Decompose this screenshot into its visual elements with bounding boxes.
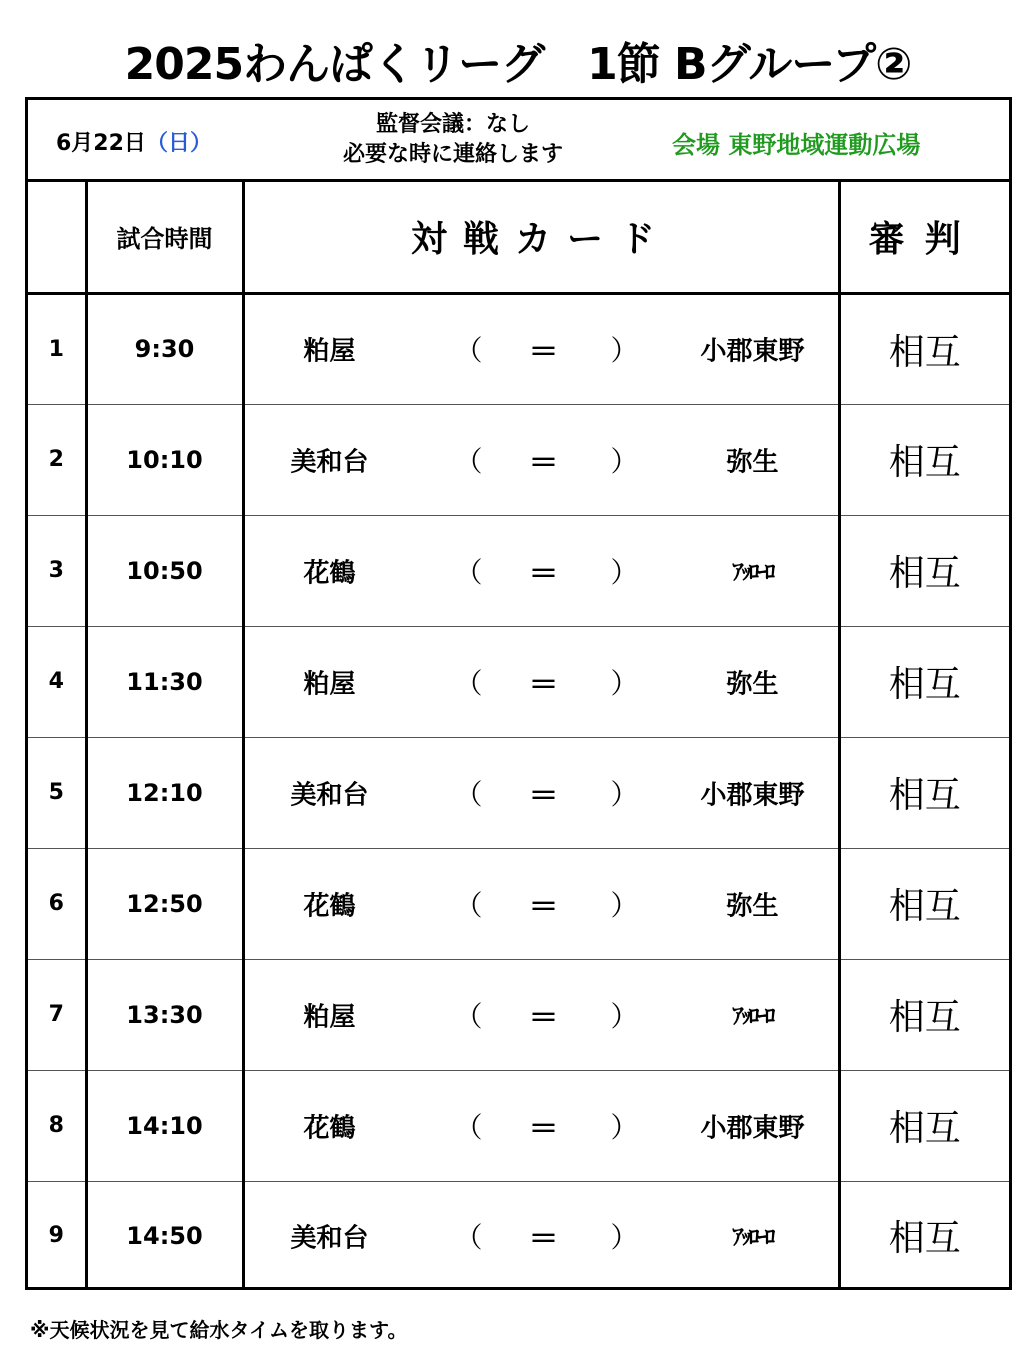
match-time: 10:50 <box>86 515 243 626</box>
header-referee: 審判 <box>839 182 1009 293</box>
away-team: 弥生 <box>726 447 779 477</box>
match-time: 9:30 <box>86 293 243 404</box>
match-number: 1 <box>28 293 86 404</box>
match-card-content <box>245 849 838 959</box>
away-team: ｱｯﾛｰﾛ <box>732 1004 773 1029</box>
away-team: ｱｯﾛｰﾛ <box>732 1225 773 1251</box>
away-team: 小郡東野 <box>700 1113 805 1143</box>
header-time: 試合時間 <box>86 182 243 293</box>
meeting-line-1: 監督会議：なし <box>375 112 530 137</box>
score-open-paren: （ <box>454 1220 483 1254</box>
match-time: 14:50 <box>86 1181 243 1290</box>
match-card-content <box>245 1071 838 1181</box>
referee: 相互 <box>839 848 1009 959</box>
day-of-week: （日） <box>145 131 212 156</box>
match-card <box>243 626 839 737</box>
score-open-paren: （ <box>454 555 483 589</box>
match-number: 3 <box>28 515 86 626</box>
match-card <box>243 1181 839 1290</box>
table-row <box>28 848 1009 959</box>
referee: 相互 <box>839 1181 1009 1290</box>
score-close-paren: ） <box>610 999 639 1033</box>
away-team: ｱｯﾛｰﾛ <box>732 560 773 585</box>
home-team: 花鶴 <box>303 891 356 921</box>
referee: 相互 <box>839 626 1009 737</box>
match-number: 2 <box>28 404 86 515</box>
away-team: 弥生 <box>726 891 779 921</box>
score-equals: ＝ <box>528 1111 559 1147</box>
match-card <box>243 848 839 959</box>
score-open-paren: （ <box>454 444 483 478</box>
meeting-note <box>298 110 608 170</box>
score-open-paren: （ <box>454 334 483 367</box>
match-card-content <box>245 627 838 737</box>
home-team: 花鶴 <box>303 558 356 588</box>
match-card <box>243 959 839 1070</box>
table-row <box>28 293 1009 404</box>
score-open-paren: （ <box>454 999 483 1033</box>
referee: 相互 <box>839 404 1009 515</box>
score-open-paren: （ <box>454 888 483 922</box>
score-equals: ＝ <box>528 335 559 370</box>
score-close-paren: ） <box>610 888 639 922</box>
match-card <box>243 737 839 848</box>
score-close-paren: ） <box>610 334 639 367</box>
match-card-content <box>245 516 838 626</box>
score-equals: ＝ <box>528 778 559 814</box>
match-card <box>243 404 839 515</box>
header-card: 対戦カード <box>243 182 839 293</box>
score-close-paren: ） <box>610 1220 639 1254</box>
match-number: 6 <box>28 848 86 959</box>
referee: 相互 <box>839 737 1009 848</box>
match-card <box>243 293 839 404</box>
home-team: 花鶴 <box>303 1113 356 1143</box>
score-equals: ＝ <box>528 556 559 592</box>
table-row <box>28 1181 1009 1290</box>
match-date <box>56 126 212 157</box>
score-equals: ＝ <box>528 667 559 703</box>
footnote: ※天候状況を見て給水タイムを取ります。 <box>30 1318 408 1342</box>
match-card <box>243 515 839 626</box>
score-close-paren: ） <box>610 1110 639 1144</box>
match-table <box>28 182 1009 1290</box>
header-no <box>28 182 86 293</box>
page-title: 2025わんぱくリーグ 1節 Bグループ② <box>124 39 912 90</box>
referee: 相互 <box>839 1070 1009 1181</box>
referee: 相互 <box>839 959 1009 1070</box>
table-row <box>28 737 1009 848</box>
score-open-paren: （ <box>454 777 483 811</box>
score-open-paren: （ <box>454 666 483 700</box>
match-card-content <box>245 738 838 848</box>
home-team: 粕屋 <box>303 336 356 367</box>
away-team: 小郡東野 <box>700 336 805 367</box>
score-equals: ＝ <box>528 1000 559 1036</box>
venue: 会場 東野地域運動広場 <box>672 131 921 159</box>
table-row <box>28 404 1009 515</box>
away-team: 小郡東野 <box>700 780 805 810</box>
match-card-content <box>245 405 838 515</box>
table-row <box>28 959 1009 1070</box>
match-time: 13:30 <box>86 959 243 1070</box>
match-time: 11:30 <box>86 626 243 737</box>
schedule-sheet <box>25 97 1012 1290</box>
match-card-content <box>245 960 838 1070</box>
match-card-content <box>245 1182 838 1291</box>
match-card <box>243 1070 839 1181</box>
info-row <box>28 100 1009 182</box>
score-equals: ＝ <box>528 445 559 481</box>
table-header-row <box>28 182 1009 293</box>
away-team: 弥生 <box>726 669 779 699</box>
score-close-paren: ） <box>610 444 639 478</box>
match-time: 10:10 <box>86 404 243 515</box>
match-number: 9 <box>48 1223 64 1249</box>
match-time: 14:10 <box>86 1070 243 1181</box>
home-team: 美和台 <box>290 447 369 477</box>
match-card-content <box>245 295 838 404</box>
home-team: 美和台 <box>290 1223 369 1254</box>
match-time: 12:50 <box>86 848 243 959</box>
date-text: 6月22日 <box>56 131 146 156</box>
score-open-paren: （ <box>454 1110 483 1144</box>
score-close-paren: ） <box>610 666 639 700</box>
match-number: 7 <box>28 959 86 1070</box>
table-row <box>28 626 1009 737</box>
home-team: 粕屋 <box>303 669 356 699</box>
match-time: 12:10 <box>86 737 243 848</box>
referee: 相互 <box>839 515 1009 626</box>
referee: 相互 <box>839 293 1009 404</box>
score-equals: ＝ <box>528 889 559 925</box>
table-row <box>28 1070 1009 1181</box>
score-close-paren: ） <box>610 555 639 589</box>
match-number: 8 <box>28 1070 86 1181</box>
table-row <box>28 515 1009 626</box>
meeting-line-2: 必要な時に連絡します <box>342 142 563 167</box>
home-team: 粕屋 <box>303 1002 356 1032</box>
match-number: 4 <box>28 626 86 737</box>
home-team: 美和台 <box>290 780 369 810</box>
score-close-paren: ） <box>610 777 639 811</box>
match-number: 5 <box>28 737 86 848</box>
score-equals: ＝ <box>528 1221 559 1257</box>
